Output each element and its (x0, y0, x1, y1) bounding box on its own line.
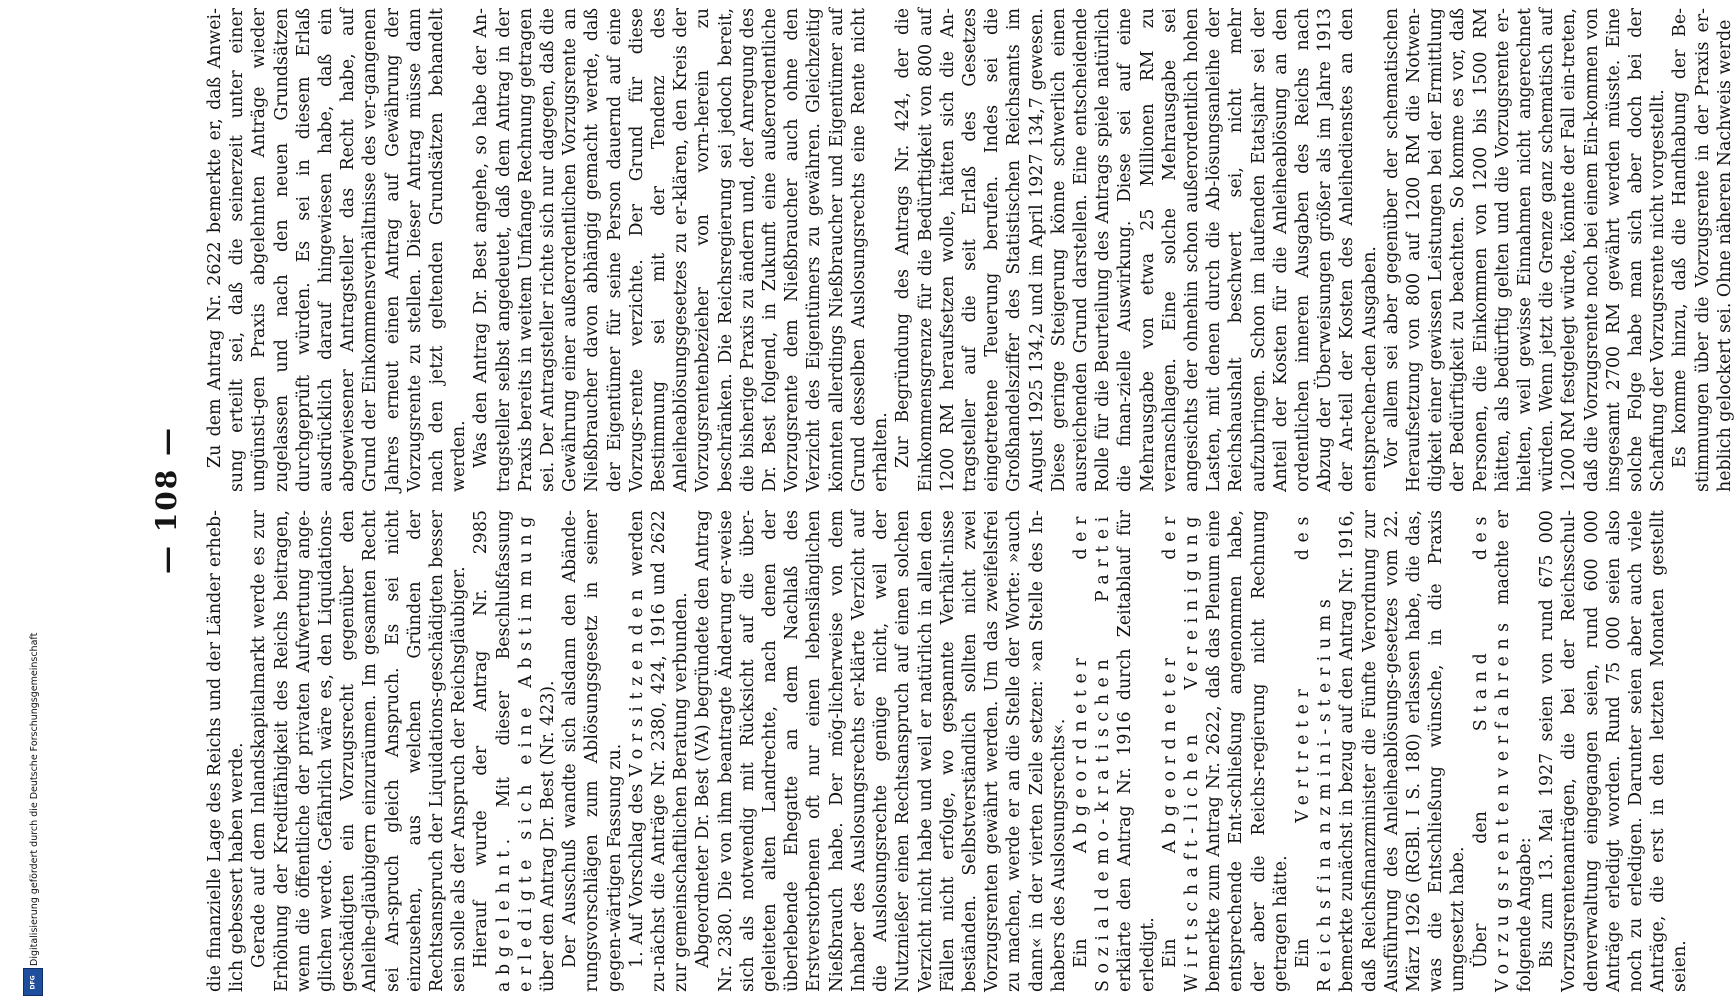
text-run: Über den (1470, 731, 1491, 968)
paragraph (470, 510, 559, 992)
left-text-column (204, 510, 1691, 992)
paragraph (1470, 510, 1537, 992)
paragraph: die finanzielle Lage des Reichs und der Länder erheb-lich gebessert haben werde. (205, 510, 248, 992)
text-run: Ein (1159, 853, 1180, 968)
text-run: Ein (1292, 822, 1313, 968)
text-run: machte er folgende Angabe: (1492, 510, 1535, 992)
spaced-emphasis-text: Vertreter des Reichsfinanzmini-steriums (1292, 510, 1336, 992)
paragraph: Der Ausschuß wandte sich alsdann den Abände-rungsvorschlägen zum Ablösungsgesetz in seiner gegen-wärtigen Fassung zu. (560, 510, 625, 992)
spaced-emphasis-text: Stand des Vorzugsrentenverfahrens (1470, 510, 1513, 992)
page-number: — 108 — (150, 426, 183, 574)
text-run: erklärte den Antrag Nr. 1916 durch Zeitablauf für erledigt. (1115, 510, 1158, 992)
text-run: bemerkte zum Antrag Nr. 2622, daß das Plenum eine entsprechende Ent-schließung angenommen habe, der aber die Reichs-regierung nicht Rechnung getragen hätte. (1204, 510, 1291, 992)
paragraph: Gerade auf dem Inlandskapitalmarkt werde es zur Erhöhung der Kreditfähigkeit des Reichs beitragen, wenn die öffentliche der privaten Aufwertung ange-glichen werde. Gefährlich wäre es, den Liquidations-geschädigten ein Vorzugsrecht gegenüber den Anleihe-gläubigern einzuräumen. Im gesamten Recht sei An-spruch gleich Anspruch. Es sei nicht einzusehen, aus welchen Gründen der Rechtsanspruch der Liquidations-geschädigten besser sein solle als der Anspruch der Reichsgläubiger. (249, 510, 470, 992)
paragraph: Es komme hinzu, daß die Handhabung der Be-stimmungen über die Vorzugsrente in der Praxis er-heblich gelockert sei. Ohne näheren Nachweis werde (1670, 8, 1735, 492)
spaced-emphasis-text: erledigte sich eine Abstimmung (515, 510, 536, 992)
paragraph: Was den Antrag Dr. Best angehe, so habe der An-tragsteller selbst angedeutet, daß dem Antrag in der Praxis bereits in weitem Umfange Rechnung getragen sei. Der Antragsteller richte sich nur dagegen, daß die Gewährung einer außerordentlichen Vorzugsrente an Nießbraucher davon abhängig gemacht werde, daß der Eigentümer für seine Person dauernd auf eine Vorzugs-rente verzichte. Der Grund für diese Bestimmung sei mit der Tendenz des Anleiheablösungsgesetzes zu er-klären, den Kreis der Vorzugsrentenbezieher von vorn-herein zu beschränken. Die Reichsregierung sei jedoch bereit, die bisherige Praxis zu ändern und, der Anregung des Dr. Best folgend, in Zukunft eine außerordentliche Vorzugsrente dem Nießbraucher auch ohne den Verzicht des Eigentümers zu gewähren. Gleichzeitig könnten allerdings Nießbraucher und Eigentümer auf Grund desselben Auslosungsrechts eine Rente nicht erhalten. (471, 8, 892, 492)
digitization-footer (20, 566, 50, 996)
right-text-column (204, 8, 1735, 492)
paragraph (626, 510, 693, 992)
text-run: 1. Auf Vorschlag des (626, 776, 647, 968)
paragraph: Zur Begründung des Antrags Nr. 424, der die Einkommensgrenze für die Bedürftigkeit von 800 auf 1200 RM heraufsetzen wolle, hätten sich die An-tragsteller auf die seit Erlaß des Gesetzes eingetretene Teuerung berufen. Indes sei die Großhandelsziffer des Statistischen Reichsamts im August 1925 134,2 und im April 1927 134,7 gewesen. Diese geringe Steigerung könne schwerlich einen ausreichenden Grund darstellen. Eine entscheidende Rolle für die Beurteilung des Antrags spiele natürlich die finan-zielle Auswirkung. Diese sei auf eine Mehrausgabe von etwa 25 Millionen RM zu veranschlagen. Eine solche Mehrausgabe sei angesichts der ohnehin schon außerordentlich hohen Lasten, mit denen durch die Ab-lösungsanleihe der Reichshaushalt beschwert sei, nicht mehr aufzubringen. Schon im laufenden Etatsjahr sei der Anteil der Kosten für die Anleiheablösung an den ordentlichen inneren Ausgaben des Reichs nach Abzug der Überweisungen größer als im Jahre 1913 der An-teil der Kosten des Anleihedienstes an den entsprechen-den Ausgaben. (893, 8, 1380, 492)
paragraph: Bis zum 13. Mai 1927 seien von rund 675 000 Vorzugsrentenanträgen, die bei der Reichsschul-denverwaltung eingegangen seien, rund 600 000 Anträge erledigt worden. Rund 75 000 seien also noch zu erledigen. Darunter seien aber auch viele Anträge, die erst in den letzten Monaten gestellt seien. (1537, 510, 1691, 992)
paragraph (1159, 510, 1292, 992)
paragraph (1292, 510, 1470, 992)
text-run: werden zu-nächst die Anträge Nr. 2380, 424, 1916 und 2622 zur gemeinschaftlichen Beratung verbunden. (626, 510, 692, 992)
text-run: bemerkte zunächst in bezug auf den Antrag Nr. 1916, daß Reichsfinanzminister die Fünfte Verordnung zur Ausführung des Anleiheablösungs-gesetzes vom 22. März 1926 (RGBl. I S. 180) erlassen habe, die das, was die Entschließung wünsche, in die Praxis umgesetzt habe. (1337, 510, 1469, 992)
digitization-credit: Digitalisierung gefördert durch die Deutsche Forschungsgemeinschaft (29, 632, 40, 966)
text-run: über den Antrag Dr. Best (Nr. 423). (538, 680, 559, 992)
spaced-emphasis-text: Abgeordneter der Wirtschaft-lichen Vereinigung (1159, 510, 1202, 992)
spaced-emphasis-text: abgelehnt (493, 844, 514, 992)
text-run: . Mit dieser Beschlußfassung (493, 510, 514, 845)
paragraph (1070, 510, 1159, 992)
scanned-page (142, 0, 1735, 1000)
paragraph: Vor allem sei aber gegenüber der schematischen Heraufsetzung von 800 auf 1200 RM die Notwen-digkeit einer gewissen Leistungen bei der Ermittlung der Bedürftigkeit zu beachten. So komme es vor, daß Personen, die Einkommen von 1200 bis 1500 RM hätten, als bedürftig gelten und die Vorzugsrente er-hielten, weil gewisse Einnahmen nicht angerechnet würden. Wenn jetzt die Grenze ganz schematisch auf 1200 RM festgelegt würde, könnte der Fall ein-treten, daß die Vorzugsrente noch bei einem Ein-kommen von insgesamt 2700 RM gewährt werden müsste. Eine solche Folge habe man sich aber doch bei der Schaffung der Vorzugsrente nicht vorgestellt. (1381, 8, 1669, 492)
text-run: Ein (1070, 853, 1091, 968)
spaced-emphasis-text: Abgeordneter der Sozialdemo-kratischen Partei (1070, 510, 1114, 992)
text-run: Hierauf wurde der Antrag Nr. 2985 (471, 510, 492, 968)
paragraph: Abgeordneter Dr. Best (VA) begründete den Antrag Nr. 2380. Die von ihm beantragte Änderung er-weise sich als notwendig mit Rücksicht auf die über-geleiteten alten Landrechte, nach denen der überlebende Ehegatte an dem Nachlaß des Erstverstorbenen oft nur einen lebenslänglichen Nießbrauch habe. Der mög-licherweise von dem Inhaber des Auslosungsrechts er-klärte Verzicht auf die Auslosungsrechte genüge nicht, weil der Nutznießer einen Rechtsanspruch auf einen solchen Verzicht nicht habe und weil er natürlich in allen den Fällen nicht erfolge, wo gespannte Verhält-nisse beständen. Selbstverständlich sollten nicht zwei Vorzugsrenten gewährt werden. Um das zweifelsfrei zu machen, werde er an die Stelle der Worte: »auch dann« in der vierten Zeile setzen: »an Stelle des In-habers des Auslosungsrechts«. (693, 510, 1069, 992)
spaced-emphasis-text: Vorsitzenden (626, 582, 647, 777)
dfg-logo-icon: DFG (23, 968, 43, 996)
paragraph: Zu dem Antrag Nr. 2622 bemerkte er, daß Anwei-sung erteilt sei, daß die seinerzeit unter einer ungünsti-gen Praxis abgelehnten Anträge wieder zugelassen und nach den neuen Grundsätzen durchgeprüft würden. Es sei in diesem Erlaß ausdrücklich darauf hingewiesen habe, daß ein abgewiesener Antragsteller das Recht habe, auf Grund der Einkommensverhältnisse des ver-gangenen Jahres erneut einen Antrag auf Gewährung der Vorzugsrente zu stellen. Dieser Antrag müsse dann nach den jetzt geltenden Grundsätzen behandelt werden. (205, 8, 470, 492)
